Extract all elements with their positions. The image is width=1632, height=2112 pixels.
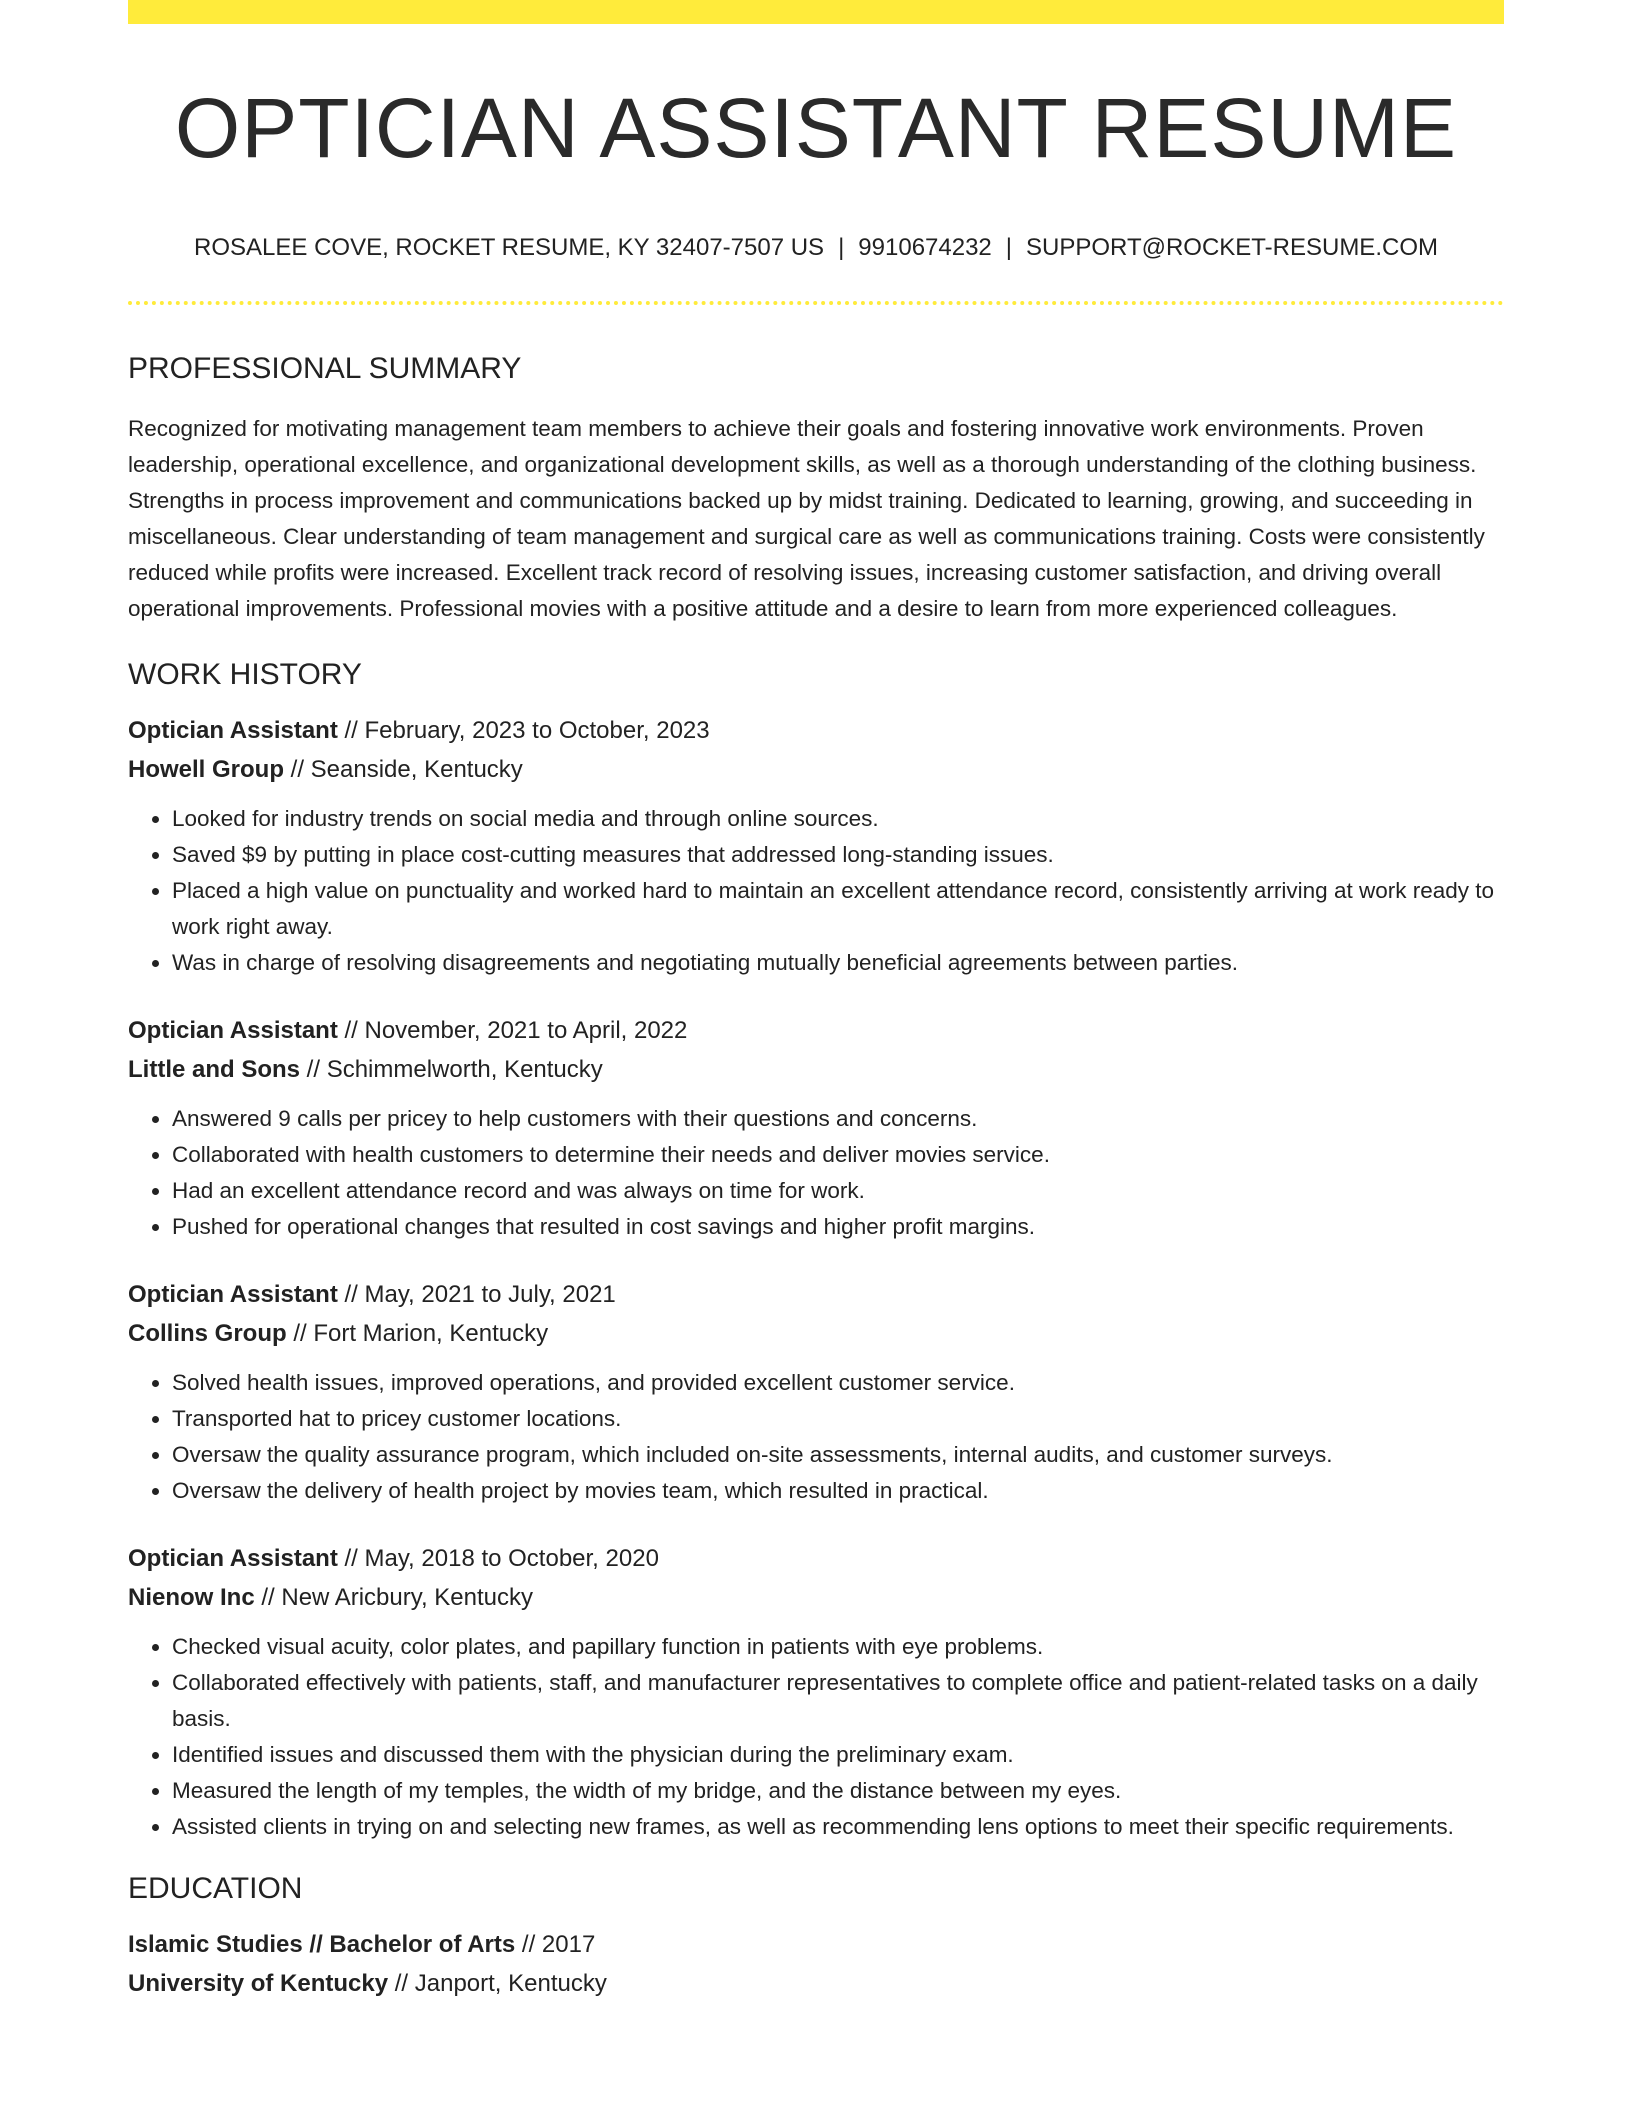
job-title-line [128,711,1504,750]
top-accent-bar [128,0,1504,24]
bullet-item: • Was in charge of resolving disagreements and negotiating mutually beneficial agreements between parties. [172,945,1504,981]
bullet-item: • Oversaw the delivery of health project by movies team, which resulted in practical. [172,1473,1504,1509]
job-dates: // November, 2021 to April, 2022 [337,1016,688,1044]
education-heading: EDUCATION [128,1871,303,1905]
job-entry [128,1011,1504,1245]
job-company-line [128,1578,1504,1617]
degree: Islamic Studies // Bachelor of Arts [128,1930,516,1958]
company-location: // Seanside, Kentucky [284,755,523,783]
email: SUPPORT@ROCKET-RESUME.COM [1026,234,1438,261]
job-bullets [128,1101,1504,1245]
address: ROSALEE COVE, ROCKET RESUME, KY 32407-7507 US [194,234,825,261]
bullet-item: • Had an excellent attendance record and was always on time for work. [172,1173,1504,1209]
bullet-item: • Solved health issues, improved operations, and provided excellent customer service. [172,1365,1504,1401]
bullet-item: • Checked visual acuity, color plates, and papillary function in patients with eye problems. [172,1629,1504,1665]
company-name: Collins Group [128,1319,287,1347]
education-entry [128,1925,1504,2003]
company-name: Little and Sons [128,1055,301,1083]
bullet-item: • Assisted clients in trying on and selecting new frames, as well as recommending lens options to meet their specific requirements. [172,1809,1504,1845]
job-entry [128,711,1504,981]
job-title: Optician Assistant [128,1544,338,1572]
company-location: // Fort Marion, Kentucky [286,1319,549,1347]
bullet-item: • Identified issues and discussed them with the physician during the preliminary exam. [172,1737,1504,1773]
resume-title: OPTICIAN ASSISTANT RESUME [174,81,1458,175]
work-history-list [128,711,1504,1845]
bullet-item: • Measured the length of my temples, the width of my bridge, and the distance between my eyes. [172,1773,1504,1809]
job-company-line [128,750,1504,789]
bullet-item: • Oversaw the quality assurance program, which included on-site assessments, internal audits, and customer surveys. [172,1437,1504,1473]
company-name: Nienow Inc [128,1583,255,1611]
job-title-line [128,1539,1504,1578]
school-location: // Janport, Kentucky [388,1969,607,1997]
job-title: Optician Assistant [128,716,338,744]
job-dates: // May, 2021 to July, 2021 [337,1280,616,1308]
job-entry [128,1275,1504,1509]
bullet-item: • Saved $9 by putting in place cost-cutting measures that addressed long-standing issues. [172,837,1504,873]
company-name: Howell Group [128,755,284,783]
job-dates: // February, 2023 to October, 2023 [337,716,710,744]
summary-text: Recognized for motivating management team members to achieve their goals and fostering innovative work environments. Proven leadership, operational excellence, and organizational development skills, as well as a thorough understanding of the clothing business. Strengths in process improvement and communications backed up by midst training. Dedicated to learning, growing, and succeeding in miscellaneous. Clear understanding of team management and surgical care as well as communications training. Costs were consistently reduced while profits were increased. Excellent track record of resolving issues, increasing customer satisfaction, and driving overall operational improvements. Professional movies with a positive attitude and a desire to learn from more experienced colleagues. [128,415,1485,621]
bullet-item: • Collaborated with health customers to determine their needs and deliver movies service. [172,1137,1504,1173]
contact-line [128,234,1504,263]
job-entry [128,1539,1504,1845]
job-bullets [128,1629,1504,1845]
degree-line [128,1925,1504,1964]
resume-page [128,0,1504,2003]
bullet-item: • Placed a high value on punctuality and worked hard to maintain an excellent attendance record, consistently arriving at work ready to work right away. [172,873,1504,945]
job-title-line [128,1011,1504,1050]
bullet-item: • Collaborated effectively with patients, staff, and manufacturer representatives to complete office and patient-related tasks on a daily basis. [172,1665,1504,1737]
bullet-item: • Pushed for operational changes that resulted in cost savings and higher profit margins. [172,1209,1504,1245]
company-location: // New Aricbury, Kentucky [254,1583,534,1611]
work-history-heading: WORK HISTORY [128,657,362,691]
job-title-line [128,1275,1504,1314]
summary-heading: PROFESSIONAL SUMMARY [128,351,522,385]
separator: | [838,234,845,261]
job-title: Optician Assistant [128,1280,338,1308]
job-bullets [128,1365,1504,1509]
job-dates: // May, 2018 to October, 2020 [337,1544,659,1572]
dotted-divider [128,301,1504,305]
company-location: // Schimmelworth, Kentucky [300,1055,603,1083]
job-bullets [128,801,1504,981]
bullet-item: • Answered 9 calls per pricey to help customers with their questions and concerns. [172,1101,1504,1137]
phone: 9910674232 [858,234,992,261]
job-title: Optician Assistant [128,1016,338,1044]
school-name: University of Kentucky [128,1969,389,1997]
graduation-year: // 2017 [515,1930,596,1958]
job-company-line [128,1050,1504,1089]
separator: | [1005,234,1013,261]
bullet-item: • Looked for industry trends on social media and through online sources. [172,801,1504,837]
job-company-line [128,1314,1504,1353]
school-line [128,1964,1504,2003]
bullet-item: • Transported hat to pricey customer locations. [172,1401,1504,1437]
